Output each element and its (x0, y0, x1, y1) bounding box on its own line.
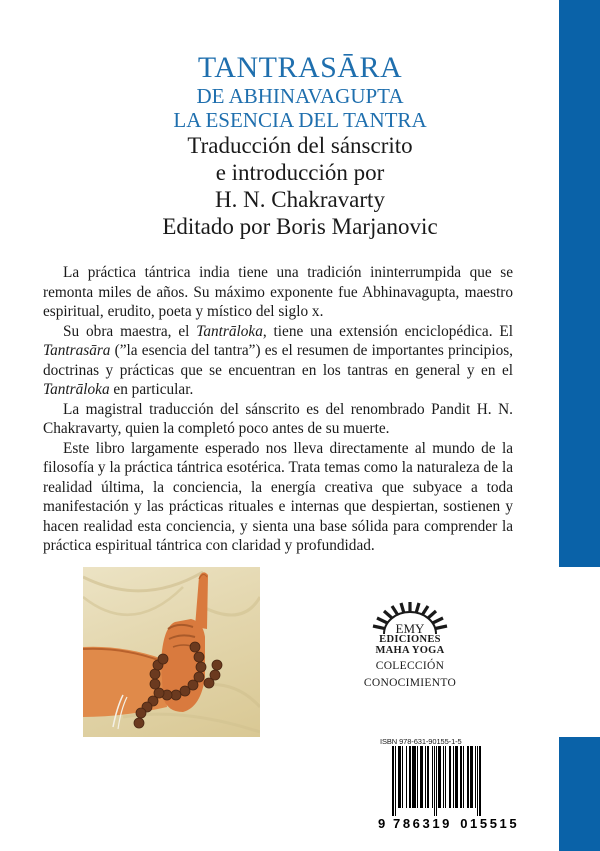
isbn-label: ISBN 978-631-90155-1-5 (380, 737, 462, 746)
publisher-block (345, 598, 475, 690)
barcode-bars (392, 746, 523, 816)
book-subtitle-meaning: LA ESENCIA DEL TANTRA (173, 108, 427, 132)
credit-editor: Editado por Boris Marjanovic (162, 214, 438, 239)
work-title-tantraloka: Tantrāloka (196, 322, 263, 340)
hand-with-beads-illustration (83, 567, 260, 737)
publisher-name-line1: EDICIONES (379, 634, 441, 645)
collection-label: COLECCIÓN (375, 660, 445, 672)
rising-sun-logo-icon (370, 598, 450, 634)
barcode-digits-right: 015515 (460, 816, 520, 831)
work-title-tantrasara: Tantrasāra (43, 342, 111, 359)
spine-accent-bar-top (559, 0, 600, 567)
blurb-paragraph-1: La práctica tántrica india tiene una tradición ininterrumpida que se remonta miles de años. Su máximo exponente fue Abhinavagupta, maestro espiritual, erudito, poeta y místico del siglo x. (43, 264, 513, 320)
publisher-name-line2: MAHA YOGA (375, 645, 445, 656)
credit-translator: H. N. Chakravarty (215, 187, 385, 212)
barcode-digits-left: 786319 (393, 816, 452, 831)
title-block (100, 52, 500, 240)
blurb-paragraph-3: La magistral traducción del sánscrito es del renombrado Pandit H. N. Chakravarty, quien la completó poco antes de su muerte. (43, 400, 513, 437)
work-title-tantraloka: Tantrāloka (43, 381, 110, 398)
hand-mudra-artwork (83, 567, 260, 737)
back-cover-blurb (43, 263, 513, 556)
credit-introduction: e introducción por (215, 160, 385, 185)
collection-name: CONOCIMIENTO (363, 677, 457, 689)
blurb-paragraph-4: Este libro largamente esperado nos lleva directamente al mundo de la filosofía y la práctica tántrica esotérica. Trata temas como la naturaleza de la realidad última, la conciencia, la energía creativa que subyace a toda manifestación y las prácticas rituales e internas que despiertan, sostienen y hacen realidad esta conciencia, y sienta una base sólida para comprender la práctica espiritual tántrica con claridad y profundidad. (43, 439, 513, 554)
barcode-digit-first: 9 (378, 816, 388, 831)
isbn-barcode (378, 737, 523, 831)
credit-translation: Traducción del sánscrito (187, 133, 413, 158)
logo-text: EMY (395, 621, 425, 634)
spine-accent-bar-bottom (559, 737, 600, 851)
blurb-paragraph-2: Su obra maestra, el Tantrāloka, tiene una extensión enciclopédica. El Tantrasāra (”la esencia del tantra”) es el resumen de importantes principios, doctrinas y prácticas que se encuentran en los tantras en general y en el Tantrāloka en particular. (43, 322, 513, 398)
barcode-digits (378, 816, 523, 831)
book-title: TANTRASĀRA (197, 51, 403, 84)
book-subtitle-author: DE ABHINAVAGUPTA (196, 84, 404, 108)
